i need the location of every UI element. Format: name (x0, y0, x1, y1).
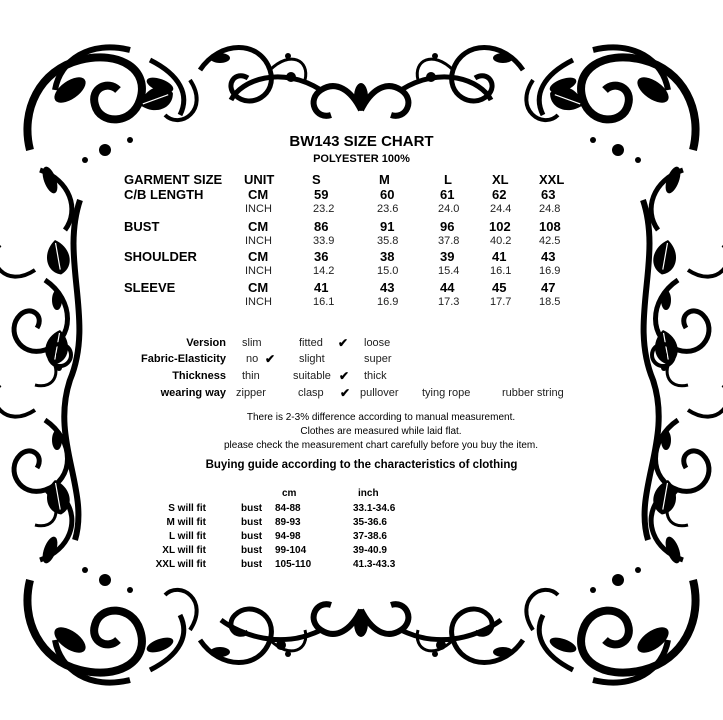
cell-value: 43 (380, 280, 395, 295)
attr-option: slight (299, 353, 325, 365)
cell-value: 15.4 (438, 265, 460, 277)
unit-inch: INCH (245, 203, 272, 215)
guide-col-cm: cm (282, 488, 297, 499)
col-header-s: S (312, 172, 321, 187)
check-icon: ✔ (338, 336, 349, 350)
attr-option: pullover (360, 387, 399, 399)
cell-value: 96 (440, 219, 455, 234)
cell-value: 24.4 (490, 203, 512, 215)
attr-option: rubber string (502, 387, 564, 399)
guide-cm: 89-93 (275, 517, 301, 528)
cell-value: 44 (440, 280, 455, 295)
cell-value: 37.8 (438, 235, 460, 247)
cell-value: 59 (314, 187, 329, 202)
row-label-shoulder: SHOULDER (124, 249, 197, 264)
attr-option: slim (242, 337, 262, 349)
note-line: There is 2-3% difference according to manual measurement. (246, 412, 516, 423)
cell-value: 17.7 (490, 296, 512, 308)
attr-option: tying rope (422, 387, 471, 399)
cell-value: 60 (380, 187, 395, 202)
guide-part: bust (241, 545, 263, 556)
cell-value: 14.2 (313, 265, 335, 277)
col-header-m: M (379, 172, 390, 187)
cell-value: 63 (541, 187, 556, 202)
col-header-xl: XL (492, 172, 509, 187)
chart-title: BW143 SIZE CHART (289, 133, 434, 150)
buying-guide-title: Buying guide according to the characteristics of clothing (205, 459, 518, 471)
unit-inch: INCH (245, 296, 272, 308)
guide-col-inch: inch (358, 488, 379, 499)
col-header-l: L (444, 172, 452, 187)
col-header-xxl: XXL (539, 172, 565, 187)
cell-value: 16.9 (539, 265, 561, 277)
row-label-bust: BUST (124, 219, 160, 234)
unit-cm: CM (248, 187, 269, 202)
cell-value: 61 (440, 187, 455, 202)
guide-part: bust (241, 517, 263, 528)
guide-cm: 105-110 (275, 559, 312, 570)
check-icon: ✔ (265, 352, 276, 366)
unit-cm: CM (248, 280, 269, 295)
col-header-unit: UNIT (244, 172, 275, 187)
cell-value: 24.8 (539, 203, 561, 215)
guide-part: bust (241, 559, 263, 570)
attr-label-thickness: Thickness (172, 370, 226, 382)
attr-option: thick (364, 370, 387, 382)
cell-value: 91 (380, 219, 395, 234)
guide-inch: 37-38.6 (353, 531, 387, 542)
cell-value: 16.1 (490, 265, 512, 277)
guide-size: M will fit (166, 517, 206, 528)
guide-cm: 94-98 (275, 531, 301, 542)
cell-value: 45 (492, 280, 507, 295)
attr-label-version: Version (186, 337, 226, 349)
cell-value: 16.1 (313, 296, 335, 308)
cell-value: 41 (492, 249, 507, 264)
guide-inch: 41.3-43.3 (353, 559, 396, 570)
cell-value: 23.2 (313, 203, 335, 215)
attr-option: suitable (293, 370, 331, 382)
attr-label-fabric-elasticity: Fabric-Elasticity (141, 353, 226, 365)
attr-option: no (246, 353, 259, 365)
cell-value: 108 (539, 219, 561, 234)
check-icon: ✔ (340, 386, 351, 400)
unit-cm: CM (248, 249, 269, 264)
guide-cm: 84-88 (275, 503, 301, 514)
attr-option: loose (364, 337, 391, 349)
unit-cm: CM (248, 219, 269, 234)
cell-value: 38 (380, 249, 395, 264)
cell-value: 18.5 (539, 296, 561, 308)
attr-option: fitted (299, 337, 323, 349)
material-subtitle: POLYESTER 100% (313, 153, 410, 165)
attr-option: clasp (298, 387, 324, 399)
guide-cm: 99-104 (275, 545, 307, 556)
cell-value: 23.6 (377, 203, 399, 215)
guide-part: bust (241, 503, 263, 514)
note-line: please check the measurement chart carefully before you buy the item. (223, 440, 539, 451)
cell-value: 40.2 (490, 235, 512, 247)
check-icon: ✔ (339, 369, 350, 383)
row-label-sleeve: SLEEVE (124, 280, 176, 295)
guide-size: XXL will fit (155, 559, 206, 570)
cell-value: 47 (541, 280, 556, 295)
col-header-garment-size: GARMENT SIZE (124, 172, 223, 187)
guide-size: XL will fit (162, 545, 206, 556)
cell-value: 42.5 (539, 235, 561, 247)
cell-value: 41 (314, 280, 329, 295)
guide-inch: 39-40.9 (353, 545, 387, 556)
guide-part: bust (241, 531, 263, 542)
attr-option: zipper (236, 387, 266, 399)
guide-size: S will fit (168, 503, 206, 514)
attr-label-wearing-way: wearing way (160, 387, 226, 399)
cell-value: 33.9 (313, 235, 335, 247)
row-label-cb-length: C/B LENGTH (124, 187, 204, 202)
attr-option: thin (242, 370, 260, 382)
cell-value: 16.9 (377, 296, 399, 308)
cell-value: 24.0 (438, 203, 460, 215)
unit-inch: INCH (245, 265, 272, 277)
cell-value: 39 (440, 249, 455, 264)
cell-value: 17.3 (438, 296, 460, 308)
cell-value: 36 (314, 249, 329, 264)
cell-value: 43 (541, 249, 556, 264)
guide-inch: 35-36.6 (353, 517, 387, 528)
cell-value: 35.8 (377, 235, 399, 247)
cell-value: 62 (492, 187, 507, 202)
cell-value: 15.0 (377, 265, 399, 277)
guide-inch: 33.1-34.6 (353, 503, 396, 514)
note-line: Clothes are measured while laid flat. (300, 426, 462, 437)
guide-size: L will fit (168, 531, 206, 542)
cell-value: 102 (489, 219, 511, 234)
unit-inch: INCH (245, 235, 272, 247)
cell-value: 86 (314, 219, 329, 234)
attr-option: super (364, 353, 392, 365)
